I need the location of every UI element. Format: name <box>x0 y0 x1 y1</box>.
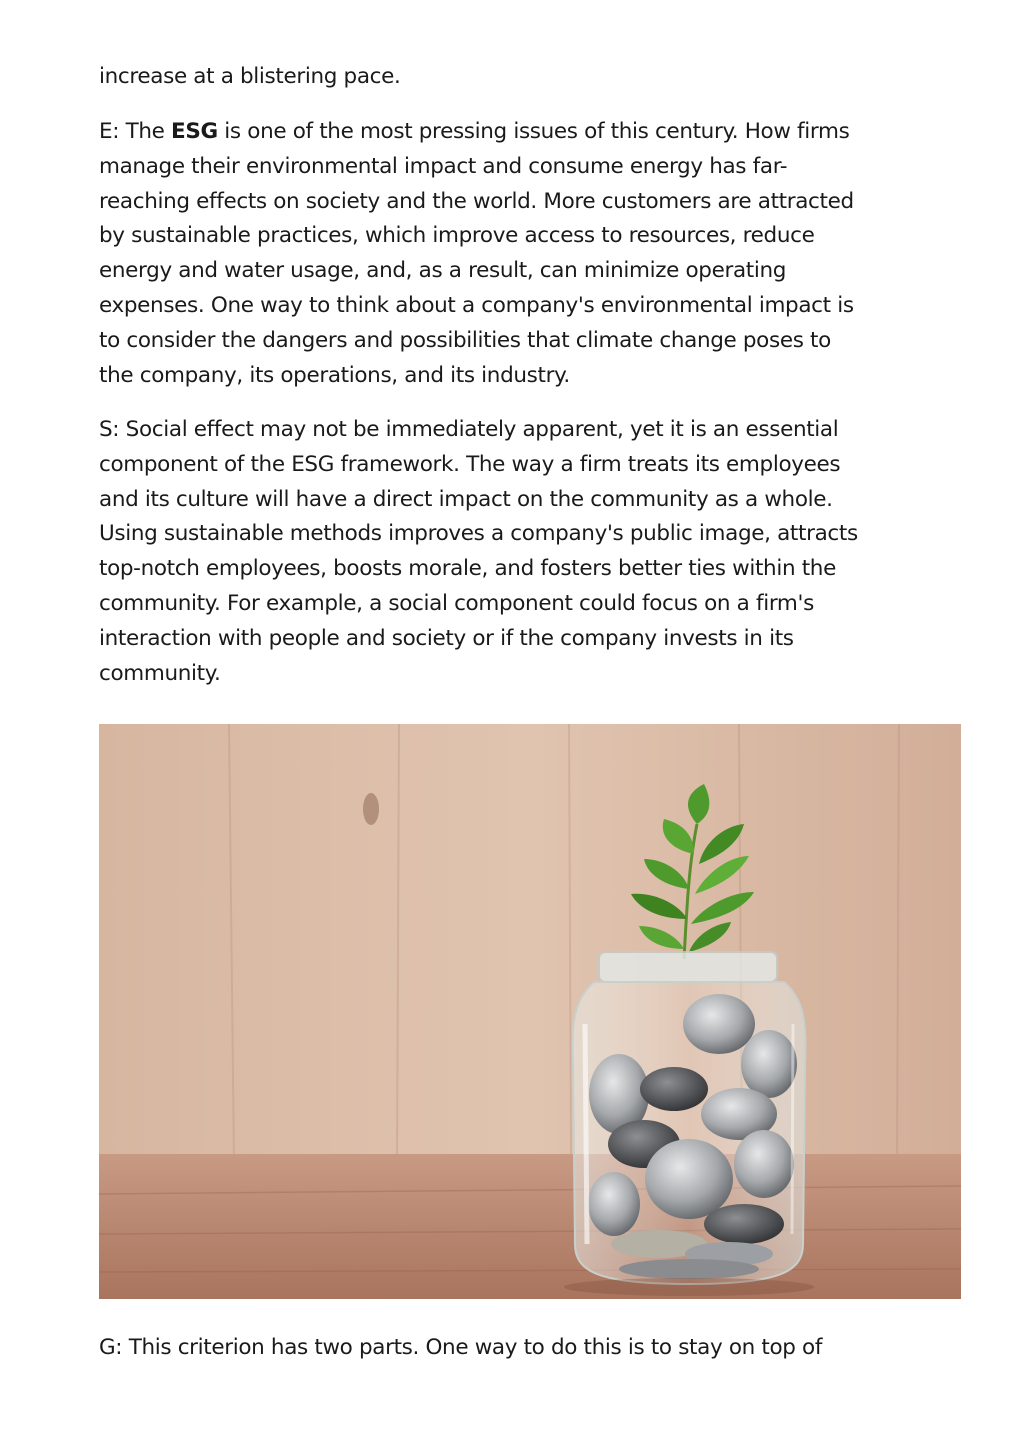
text-line: reaching effects on society and the world. More customers are attracted <box>99 188 854 214</box>
text-line: G: This criterion has two parts. One way to do this is to stay on top of <box>99 1335 823 1360</box>
paragraph-prefix: E: The <box>99 119 172 144</box>
esg-bold-term: ESG <box>171 119 218 144</box>
text-line: interaction with people and society or if the company invests in its <box>99 625 794 651</box>
text-line: component of the ESG framework. The way a firm treats its employees <box>99 451 841 477</box>
paragraph-intro-tail <box>99 60 969 95</box>
wood-knot <box>363 793 379 825</box>
text-line: manage their environmental impact and consume energy has far- <box>99 153 788 179</box>
text-line: by sustainable practices, which improve access to resources, reduce <box>99 223 815 249</box>
coin-jar-plant-photo <box>99 724 961 1299</box>
text-line: expenses. One way to think about a company's environmental impact is <box>99 292 854 318</box>
text-line <box>99 115 969 150</box>
glass-highlight <box>585 1024 587 1244</box>
text-line: energy and water usage, and, as a result, can minimize operating <box>99 258 787 284</box>
text-line: top-notch employees, boosts morale, and fosters better ties within the <box>99 556 836 582</box>
text-line: Using sustainable methods improves a company's public image, attracts <box>99 521 858 547</box>
text-line: and its culture will have a direct impact on the community as a whole. <box>99 486 833 512</box>
text-line: community. For example, a social component could focus on a firm's <box>99 590 814 616</box>
text-segment: is one of the most pressing issues of this century. How firms <box>217 119 850 144</box>
text-line: community. <box>99 660 221 686</box>
text-line: increase at a blistering pace. <box>99 64 401 89</box>
wood-wall <box>99 724 961 1164</box>
wood-table <box>99 1154 961 1299</box>
paragraph-social <box>99 413 969 691</box>
text-line: S: Social effect may not be immediately apparent, yet it is an essential <box>99 417 839 442</box>
glass-highlight <box>792 1024 793 1234</box>
paragraph-governance <box>99 1331 969 1366</box>
text-line: to consider the dangers and possibilities that climate change poses to <box>99 327 831 353</box>
paragraph-environmental <box>99 115 969 393</box>
text-line: the company, its operations, and its industry. <box>99 362 570 388</box>
jar-shadow <box>564 1278 814 1296</box>
